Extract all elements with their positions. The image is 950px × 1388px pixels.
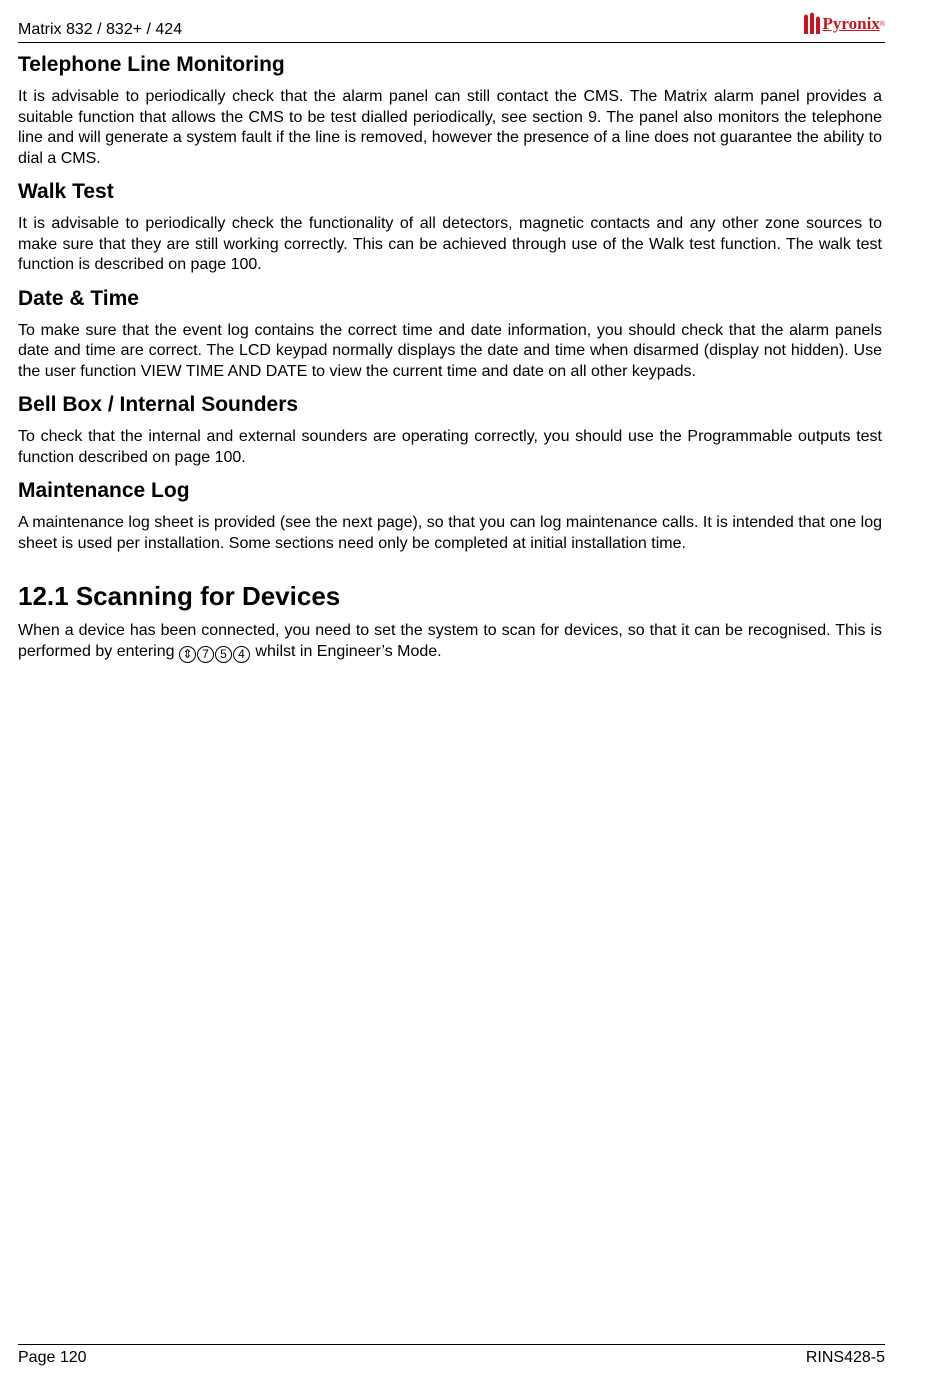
section-maintenance-log xyxy=(18,478,882,554)
section-heading: Telephone Line Monitoring xyxy=(18,53,285,76)
section-walk-test xyxy=(18,179,882,276)
chapter-body-text: When a device has been connected, you need to set the system to scan for devices, so that it can be recognised. This is performed by entering xyxy=(18,622,882,660)
logo-wordmark: Pyronix xyxy=(822,14,880,33)
section-body: To make sure that the event log contains the correct time and date information, you should check that the alarm panels date and time are correct. The LCD keypad normally displays the date and time when disarmed (display not hidden). Use the user function VIEW TIME AND DATE to view the current time and date on all other keypads. xyxy=(18,321,882,380)
section-date-time xyxy=(18,286,882,383)
key-5: 5 xyxy=(215,646,232,663)
page-number: Page 120 xyxy=(18,1349,87,1366)
section-heading: Walk Test xyxy=(18,180,114,203)
section-body: To check that the internal and external sounders are operating correctly, you should use the Programmable outputs test function described on page 100. xyxy=(18,428,882,466)
section-body: It is advisable to periodically check the functionality of all detectors, magnetic contacts and any other zone sources to make sure that they are still working correctly. This can be achieved through use of the Walk test function. The walk test function is described on page 100. xyxy=(18,215,882,273)
document-reference: RINS428-5 xyxy=(805,1349,885,1366)
flame-icon xyxy=(802,12,822,36)
page-footer xyxy=(18,1344,885,1375)
section-body: It is advisable to periodically check that the alarm panel can still contact the CMS. The Matrix alarm panel provides a suitable function that allows the CMS to be test dialled periodically, see section 9. The panel also monitors the telephone line and will generate a system fault if the line is removed, however the presence of a line does not guarantee the ability to dial a CMS. xyxy=(18,88,882,167)
chapter-heading: 12.1 Scanning for Devices xyxy=(18,581,341,611)
key-4: 4 xyxy=(233,646,250,663)
section-scanning-for-devices xyxy=(18,580,882,663)
section-heading: Maintenance Log xyxy=(18,479,190,502)
logo-registered-mark: ® xyxy=(879,20,885,28)
document-title: Matrix 832 / 832+ / 424 xyxy=(18,21,183,38)
section-bell-box xyxy=(18,392,882,468)
menu-key-icon: ⇕ xyxy=(179,646,196,663)
page-content xyxy=(18,52,882,663)
section-heading: Bell Box / Internal Sounders xyxy=(18,393,299,416)
section-body: A maintenance log sheet is provided (see the next page), so that you can log maintenance calls. It is intended that one log sheet is used per installation. Some sections need only be completed at initial installation time. xyxy=(18,514,882,552)
chapter-body xyxy=(18,621,882,663)
section-heading: Date & Time xyxy=(18,286,139,310)
key-7: 7 xyxy=(197,646,214,663)
chapter-body-text-end: whilst in Engineer’s Mode. xyxy=(250,642,442,660)
section-telephone-line-monitoring xyxy=(18,52,882,169)
pyronix-logo xyxy=(802,10,885,38)
page-header xyxy=(18,8,885,43)
